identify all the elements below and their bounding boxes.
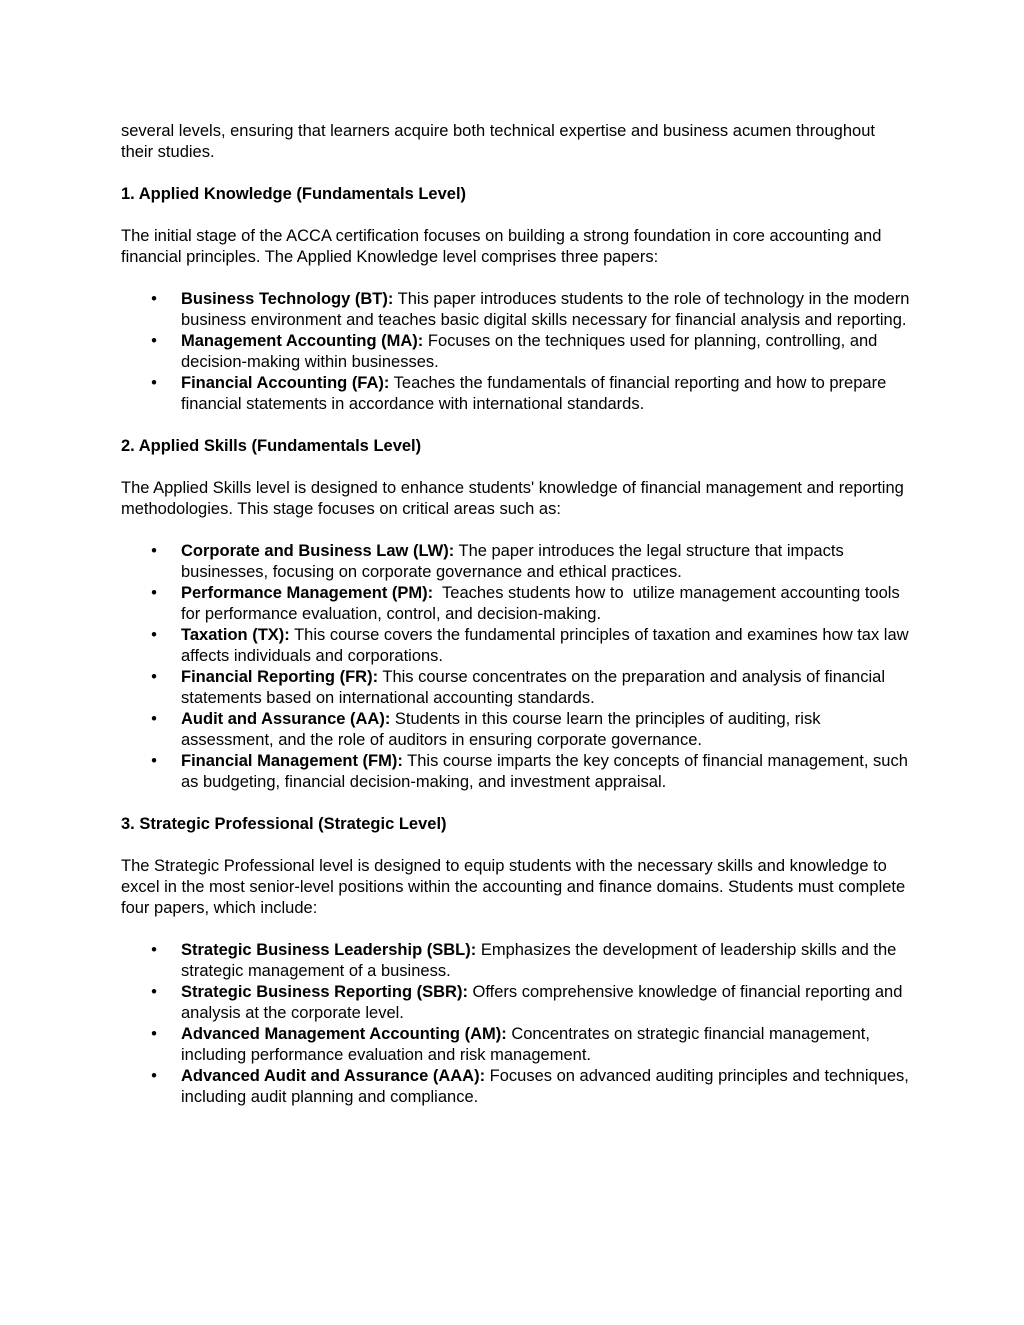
bullet-icon: • xyxy=(151,1025,157,1043)
paper-term: Audit and Assurance (AA): xyxy=(181,710,391,728)
section-heading-strategic-professional: 3. Strategic Professional (Strategic Level) xyxy=(121,815,447,833)
list-item xyxy=(121,625,911,667)
bullet-icon: • xyxy=(151,668,157,686)
list-item xyxy=(121,982,911,1024)
list-item xyxy=(121,709,911,751)
paper-term: Performance Management (PM): xyxy=(181,584,434,602)
list-item xyxy=(121,331,911,373)
paper-term: Advanced Audit and Assurance (AAA): xyxy=(181,1067,486,1085)
paper-term: Taxation (TX): xyxy=(181,626,290,644)
paper-description: Focuses on advanced auditing principles and techniques, including audit planning and compliance. xyxy=(181,1067,909,1106)
paper-description: Teaches students how to utilize management accounting tools for performance evaluation, control, and decision-making. xyxy=(181,584,905,623)
bullet-icon: • xyxy=(151,626,157,644)
paper-description: This course concentrates on the preparation and analysis of financial statements based on international accounting standards. xyxy=(181,668,885,707)
bullet-icon: • xyxy=(151,332,157,350)
bullet-icon: • xyxy=(151,290,157,308)
paper-list-strategic-professional xyxy=(121,940,911,1108)
bullet-icon: • xyxy=(151,752,157,770)
paper-list-applied-skills xyxy=(121,541,911,793)
paper-term: Financial Reporting (FR): xyxy=(181,668,379,686)
paper-description: Emphasizes the development of leadership skills and the strategic management of a business. xyxy=(181,941,897,980)
paper-term: Corporate and Business Law (LW): xyxy=(181,542,455,560)
bullet-icon: • xyxy=(151,983,157,1001)
paper-term: Financial Management (FM): xyxy=(181,752,403,770)
bullet-icon: • xyxy=(151,941,157,959)
section-heading-applied-knowledge: 1. Applied Knowledge (Fundamentals Level) xyxy=(121,185,467,203)
paper-description: Teaches the fundamentals of financial reporting and how to prepare financial statements in accordance with international standards. xyxy=(181,374,887,413)
paper-description: Focuses on the techniques used for planning, controlling, and decision-making within businesses. xyxy=(181,332,878,371)
paper-description: This course covers the fundamental principles of taxation and examines how tax law affects individuals and corporations. xyxy=(181,626,909,665)
paper-term: Management Accounting (MA): xyxy=(181,332,424,350)
paper-term: Advanced Management Accounting (AM): xyxy=(181,1025,507,1043)
section-intro-applied-skills: The Applied Skills level is designed to enhance students' knowledge of financial management and reporting methodologies. This stage focuses on critical areas such as: xyxy=(121,479,904,518)
document-page xyxy=(121,121,911,1129)
bullet-icon: • xyxy=(151,710,157,728)
bullet-icon: • xyxy=(151,542,157,560)
paper-description: Concentrates on strategic financial management, including performance evaluation and risk management. xyxy=(181,1025,870,1064)
list-item xyxy=(121,583,911,625)
paper-description: Offers comprehensive knowledge of financial reporting and analysis at the corporate level. xyxy=(181,983,903,1022)
list-item xyxy=(121,751,911,793)
paper-description: The paper introduces the legal structure that impacts businesses, focusing on corporate governance and ethical practices. xyxy=(181,542,844,581)
bullet-icon: • xyxy=(151,374,157,392)
list-item xyxy=(121,667,911,709)
paper-description: Students in this course learn the principles of auditing, risk assessment, and the role of auditors in ensuring corporate governance. xyxy=(181,710,821,749)
section-intro-applied-knowledge: The initial stage of the ACCA certification focuses on building a strong foundation in core accounting and financial principles. The Applied Knowledge level comprises three papers: xyxy=(121,227,882,266)
intro-continuation: several levels, ensuring that learners acquire both technical expertise and business acumen throughout their studies. xyxy=(121,122,875,161)
bullet-icon: • xyxy=(151,584,157,602)
paper-term: Financial Accounting (FA): xyxy=(181,374,390,392)
bullet-icon: • xyxy=(151,1067,157,1085)
section-heading-applied-skills: 2. Applied Skills (Fundamentals Level) xyxy=(121,437,422,455)
paper-description: This paper introduces students to the role of technology in the modern business environment and teaches basic digital skills necessary for financial analysis and reporting. xyxy=(181,290,910,329)
paper-list-applied-knowledge xyxy=(121,289,911,415)
list-item xyxy=(121,541,911,583)
paper-term: Strategic Business Reporting (SBR): xyxy=(181,983,468,1001)
paper-description: This course imparts the key concepts of financial management, such as budgeting, financial decision-making, and investment appraisal. xyxy=(181,752,908,791)
list-item xyxy=(121,373,911,415)
list-item xyxy=(121,940,911,982)
section-intro-strategic-professional: The Strategic Professional level is designed to equip students with the necessary skills and knowledge to excel in the most senior-level positions within the accounting and finance domains. Students must complete four papers, which include: xyxy=(121,857,906,917)
paper-term: Business Technology (BT): xyxy=(181,290,394,308)
list-item xyxy=(121,289,911,331)
list-item xyxy=(121,1024,911,1066)
paper-term: Strategic Business Leadership (SBL): xyxy=(181,941,477,959)
list-item xyxy=(121,1066,911,1108)
